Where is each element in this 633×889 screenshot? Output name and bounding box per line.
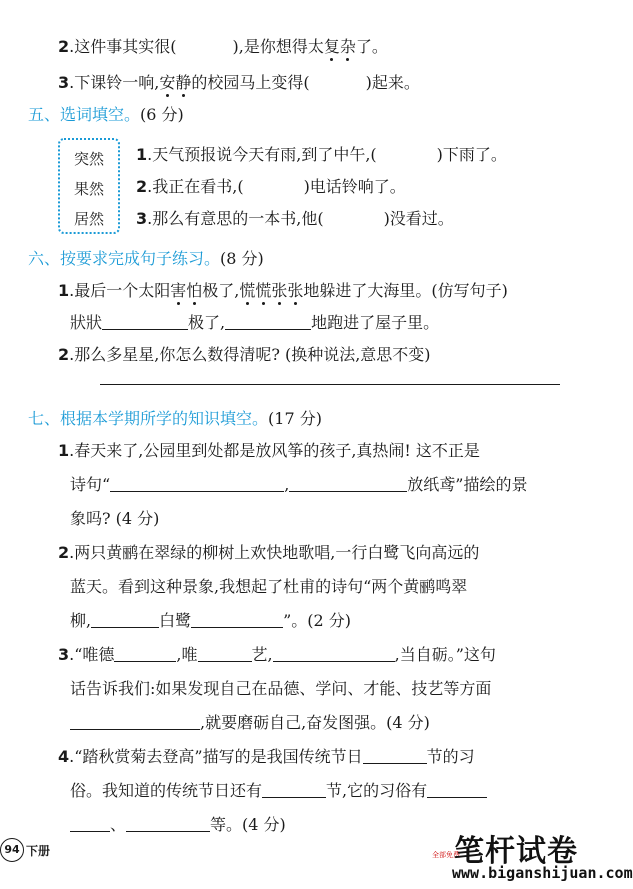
- section-5-heading: 五、选词填空。(6 分): [28, 105, 184, 124]
- answer-blank[interactable]: [363, 747, 427, 764]
- s7-q1-l3: 象吗? (4 分): [70, 509, 160, 528]
- s7-q1-l1: 1.春天来了,公园里到处都是放风筝的孩子,真热闹! 这不正是: [58, 441, 480, 460]
- s6-q1-answer: 狀狀 极了, 地跑进了屋子里。: [70, 313, 440, 332]
- s7-q3-l2: 话告诉我们:如果发现自己在品德、学问、才能、技艺等方面: [70, 679, 492, 698]
- s7-q3-l1: 3.“唯德 ,唯 艺, ,当自砺。”这句: [58, 645, 496, 664]
- s5-q3: 3.那么有意思的一本书,他( )没看过。: [136, 209, 454, 228]
- answer-blank[interactable]: [114, 645, 176, 662]
- s7-q4-l2: 俗。我知道的传统节日还有 节,它的习俗有: [70, 780, 487, 802]
- s5-q2: 2.我正在看书,( )电话铃响了。: [136, 177, 406, 196]
- page-number: 94: [0, 838, 24, 862]
- brand-logo: 笔杆试卷: [454, 834, 578, 869]
- answer-blank[interactable]: [110, 475, 284, 492]
- answer-blank[interactable]: [70, 713, 200, 730]
- answer-blank[interactable]: [289, 475, 407, 492]
- s5-q1: 1.天气预报说今天有雨,到了中午,( )下雨了。: [136, 145, 507, 164]
- s4-q3: 3.下课铃一响,安静的校园马上变得( )起来。: [58, 73, 420, 92]
- s7-q1-l2: 诗句“ , 放纸鸢”描绘的景: [70, 475, 528, 494]
- answer-blank[interactable]: [225, 313, 311, 330]
- s7-q2-l2: 蓝天。看到这种景象,我想起了杜甫的诗句“两个黄鹂鸣翠: [70, 577, 468, 596]
- answer-line[interactable]: [100, 384, 560, 385]
- s4-q2: 2.这件事其实很( ),是你想得太复杂了。: [58, 37, 388, 56]
- answer-blank[interactable]: [262, 781, 326, 798]
- volume-label: 下册: [26, 844, 51, 858]
- section-7-heading: 七、根据本学期所学的知识填空。(17 分): [28, 409, 322, 428]
- section-6-heading: 六、按要求完成句子练习。(8 分): [28, 249, 264, 268]
- answer-blank[interactable]: [198, 645, 252, 662]
- s6-q1: 1.最后一个太阳害怕极了,慌慌张张地躲进了大海里。(仿写句子): [58, 281, 508, 300]
- word-option: 居然: [73, 210, 104, 228]
- answer-blank[interactable]: [427, 781, 487, 798]
- s7-q3-l3: ,就要磨砺自己,奋发图强。(4 分): [70, 712, 430, 734]
- s7-q4-l1: 4.“踏秋赏菊去登高”描写的是我国传统节日 节的习: [58, 747, 475, 766]
- brand-tag: 全部免费: [432, 851, 460, 859]
- word-option: 果然: [73, 180, 104, 198]
- answer-blank[interactable]: [191, 611, 283, 628]
- s7-q4-l3: 、 等。(4 分): [70, 814, 286, 836]
- answer-blank[interactable]: [70, 815, 110, 832]
- answer-blank[interactable]: [273, 645, 395, 662]
- site-url: www.biganshijuan.com: [452, 864, 633, 882]
- s7-q2-l3: 柳, 白鹭 ”。(2 分): [70, 611, 352, 630]
- word-choice-box: [58, 138, 120, 234]
- answer-blank[interactable]: [126, 815, 210, 832]
- answer-blank[interactable]: [91, 611, 159, 628]
- s7-q2-l1: 2.两只黄鹂在翠绿的柳树上欢快地歌唱,一行白鹭飞向高远的: [58, 543, 480, 562]
- word-option: 突然: [73, 150, 104, 168]
- s6-q2: 2.那么多星星,你怎么数得清呢? (换种说法,意思不变): [58, 345, 431, 364]
- answer-blank[interactable]: [102, 313, 188, 330]
